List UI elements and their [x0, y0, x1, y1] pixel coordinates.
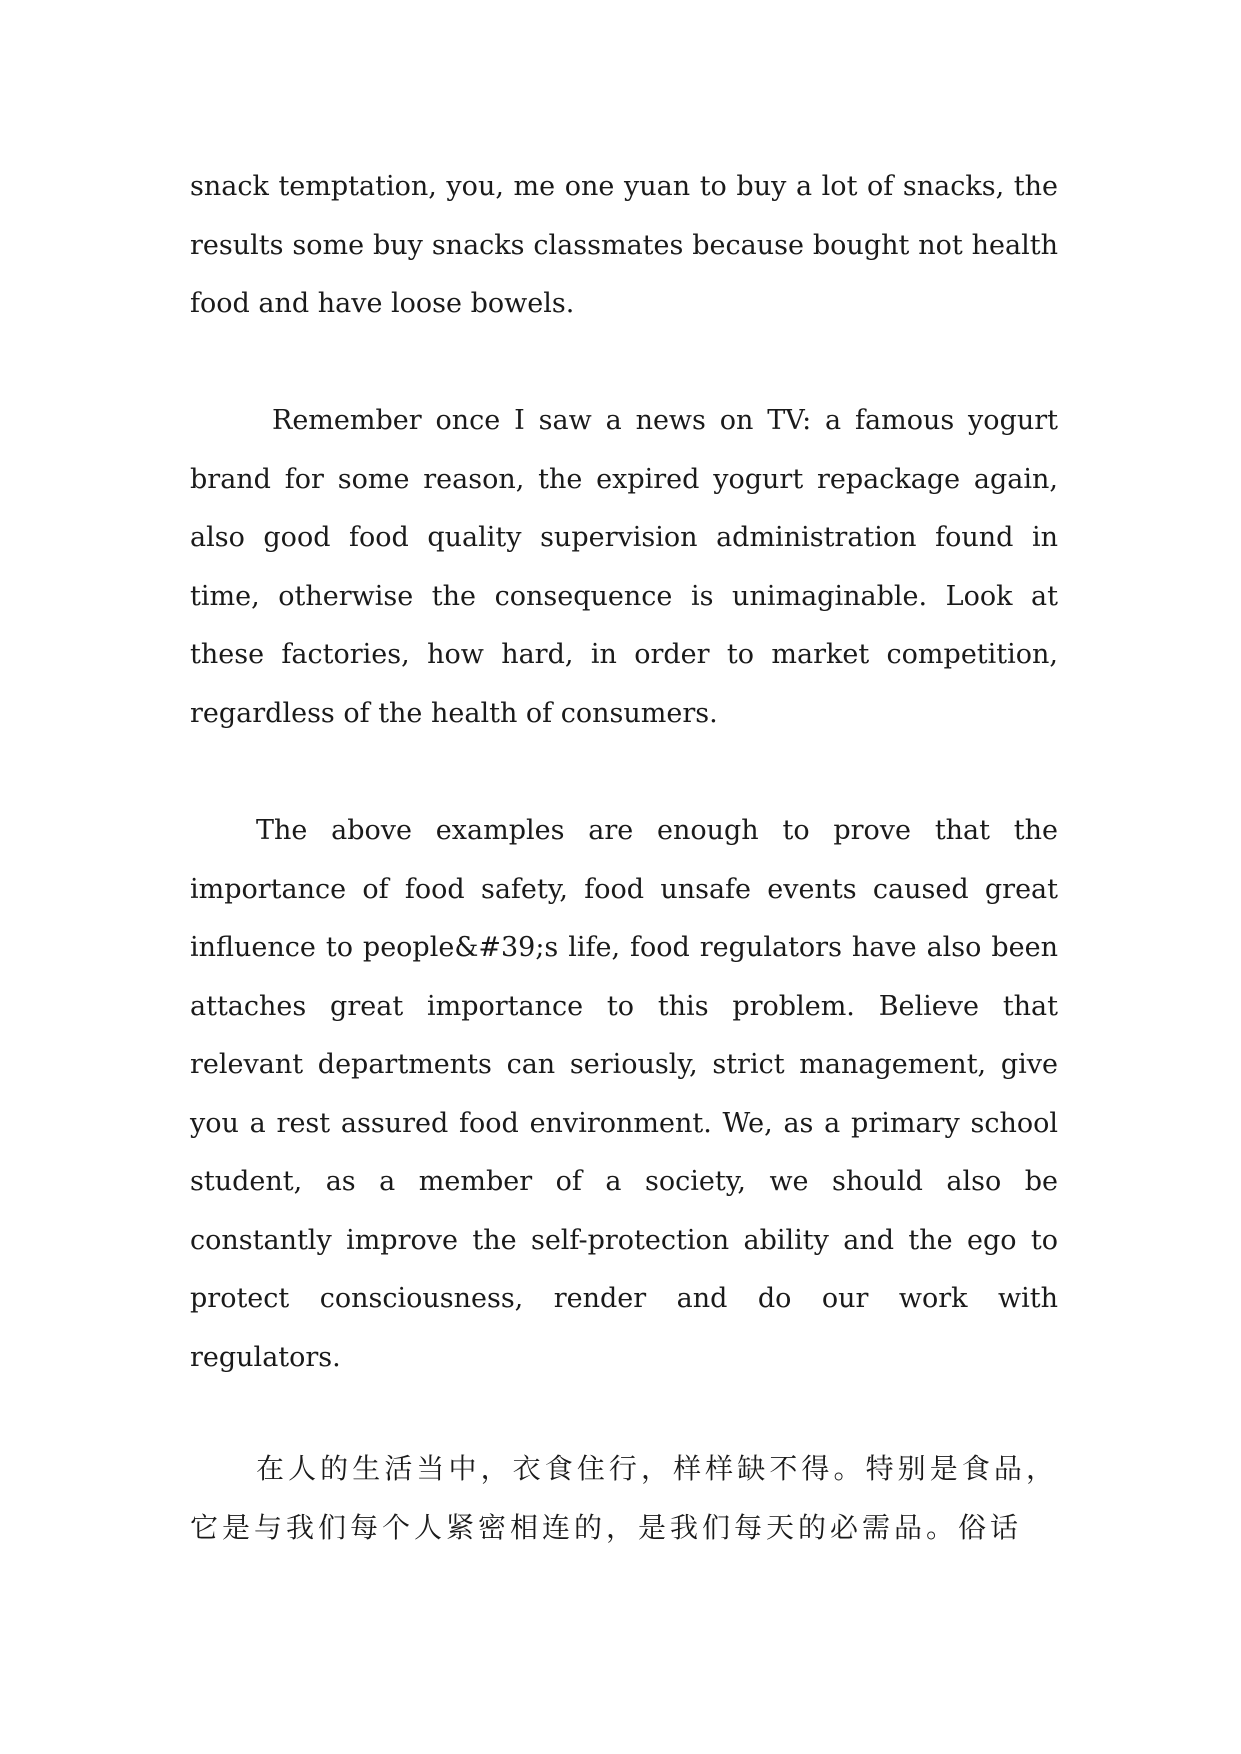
paragraph-yogurt-news: Remember once I saw a news on TV: a famous yogurt brand for some reason, the expired yogurt repackage again, also good food quality supervision administration found in time, otherwise the consequence is unimaginable. Look at these factories, how hard, in order to market competition, regardless of the health of consumers. [190, 405, 1058, 729]
paragraph-chinese-life-food: 在人的生活当中，衣食住行，样样缺不得。特别是食品，它是与我们每个人紧密相连的，是我们每天的必需品。俗话 [190, 1452, 1058, 1544]
paragraph-snack-temptation: snack temptation, you, me one yuan to buy a lot of snacks, the results some buy snacks classmates because bought not health food and have loose bowels. [190, 171, 1058, 319]
paragraph-food-safety-importance: The above examples are enough to prove that the importance of food safety, food unsafe events caused great influence to people&#39;s life, food regulators have also been attaches great importance to this problem. Believe that relevant departments can seriously, strict management, give you a rest assured food environment. We, as a primary school student, as a member of a society, we should also be constantly improve the self-protection ability and the ego to protect consciousness, render and do our work with regulators. [190, 815, 1058, 1373]
